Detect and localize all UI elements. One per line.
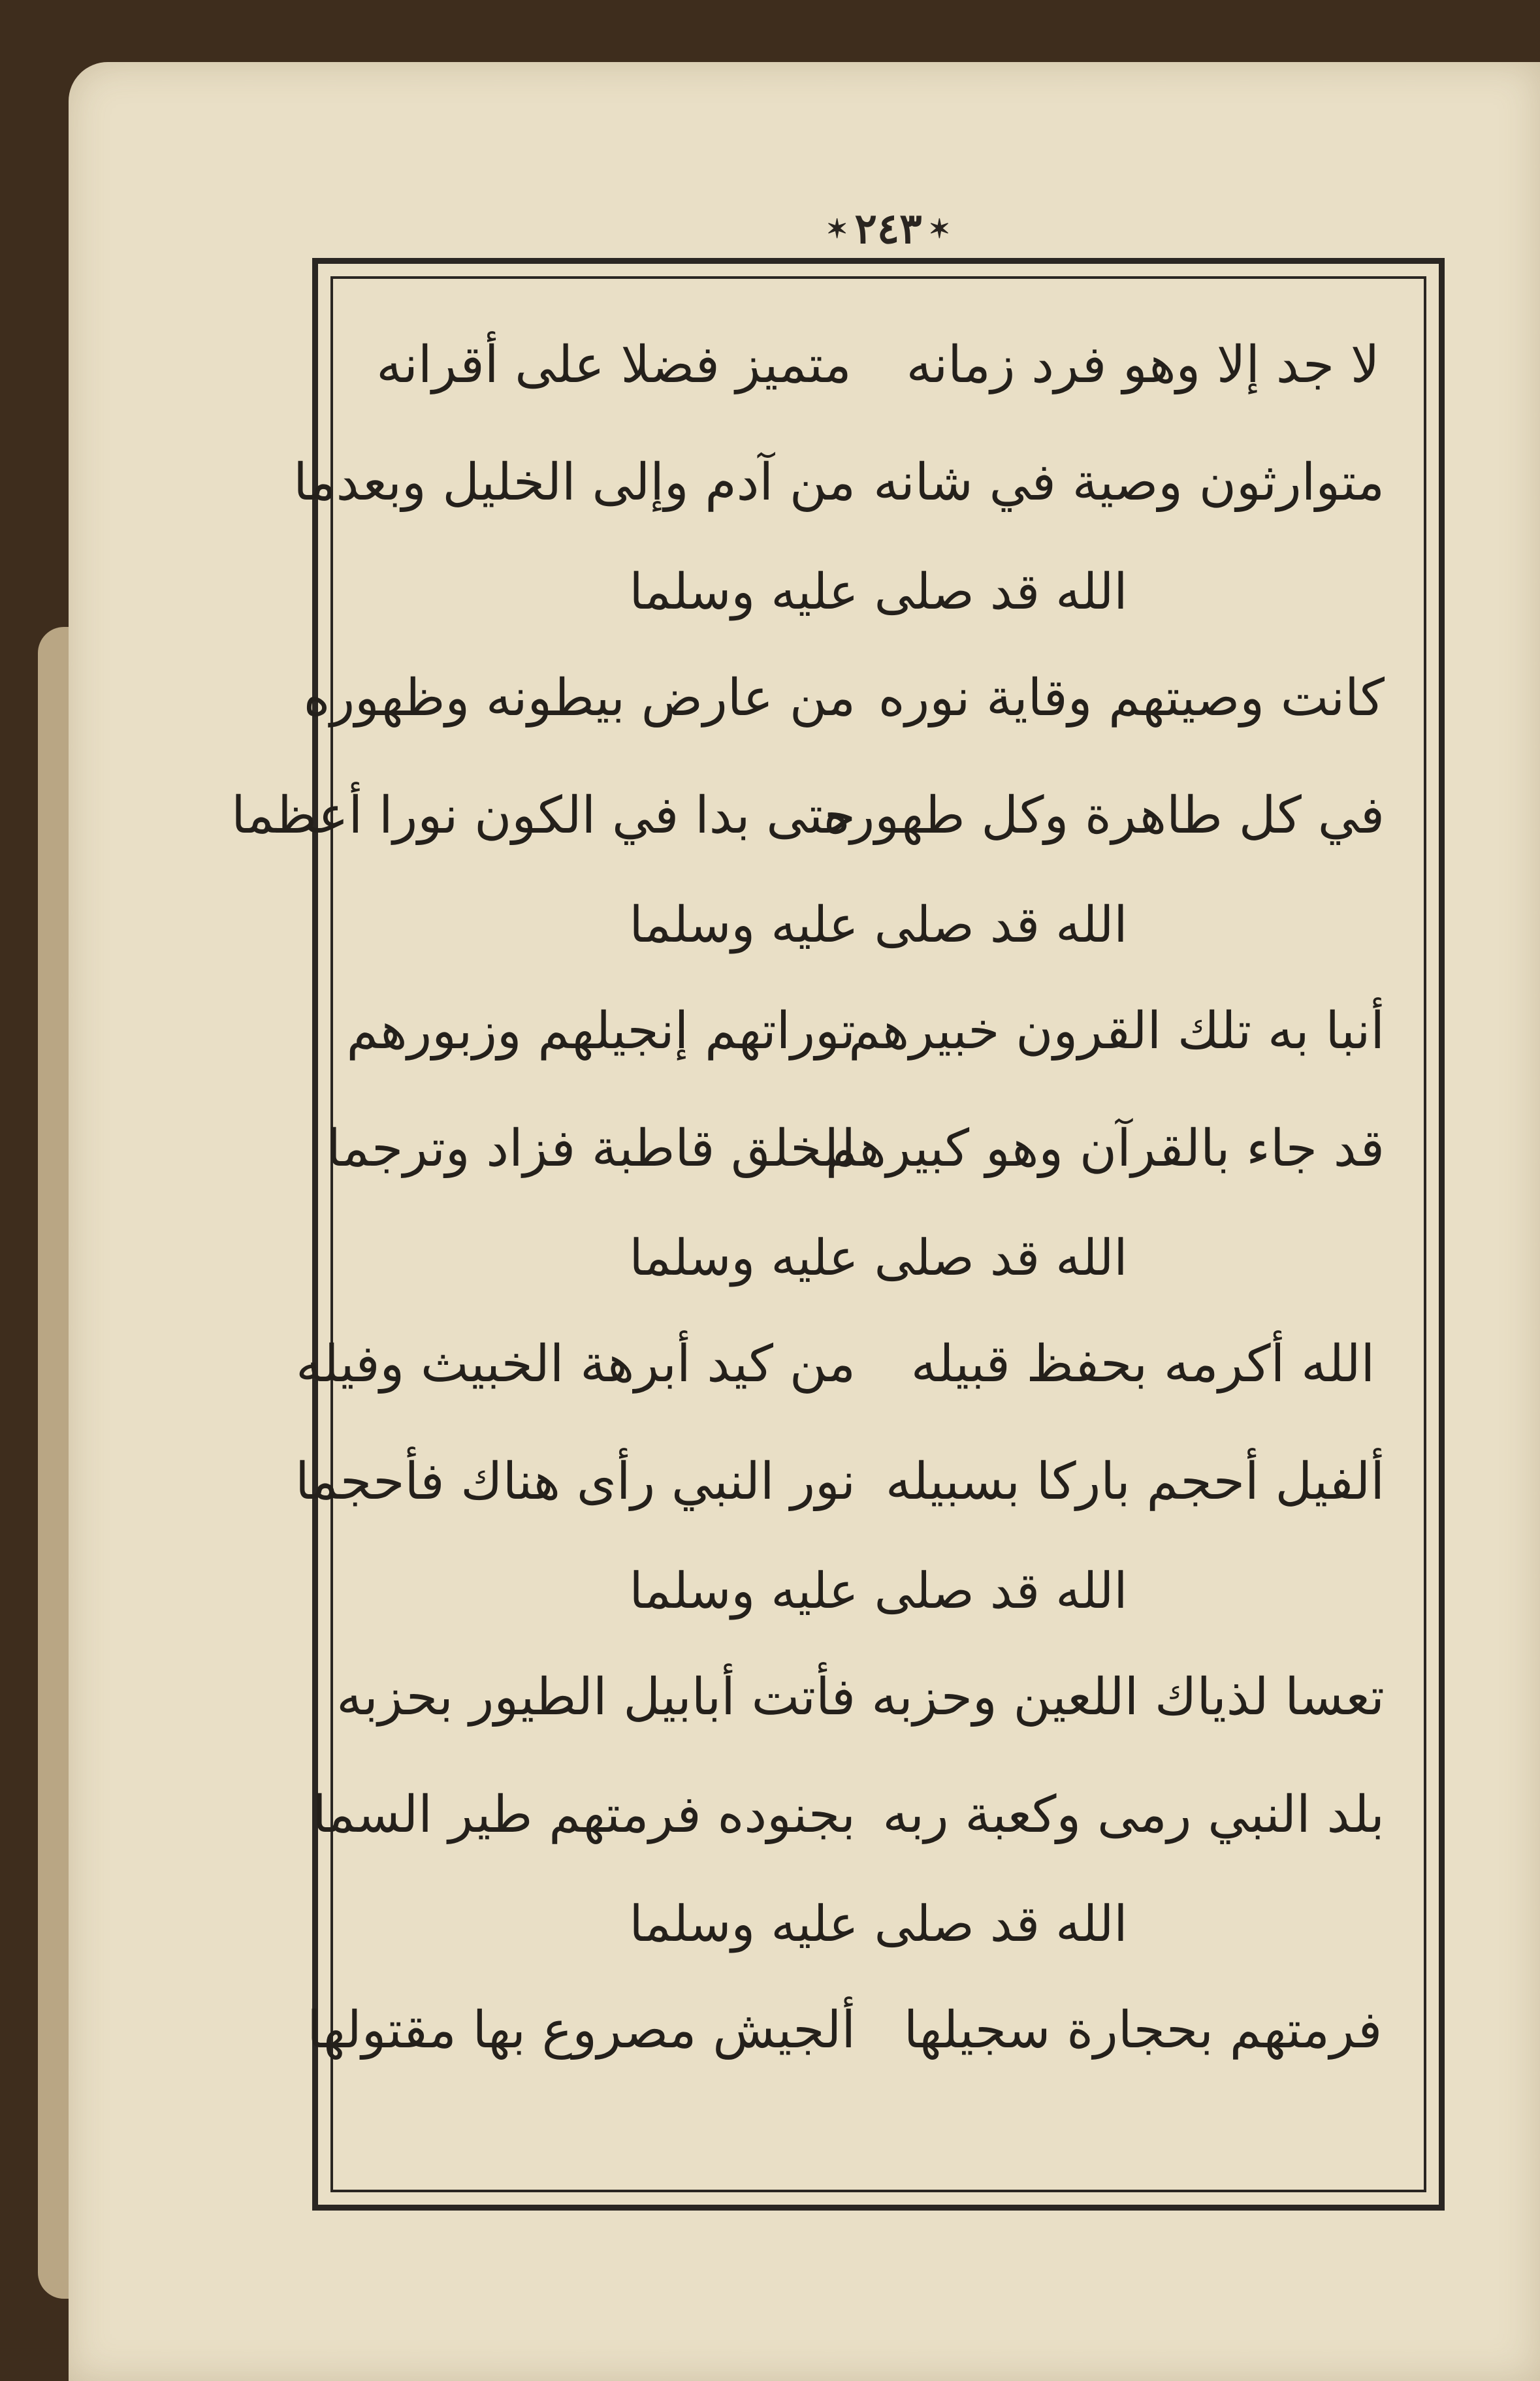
page-number-text: ٢٤٣ bbox=[854, 204, 922, 253]
couplet bbox=[307, 1972, 1404, 2090]
couplet bbox=[303, 640, 1404, 758]
hemistich-second: نور النبي رأى هناك فأحجما bbox=[295, 1452, 856, 1512]
refrain-line: الله قد صلى عليه وسلما bbox=[629, 562, 1128, 620]
couplet bbox=[353, 307, 1404, 424]
ornament-icon: ✶ bbox=[826, 213, 848, 244]
hemistich-first: متوارثون وصية في شانه bbox=[873, 453, 1385, 513]
refrain-line: الله قد صلى عليه وسلما bbox=[629, 1561, 1128, 1620]
hemistich-second: للخلق قاطبة فزاد وترجما bbox=[327, 1119, 856, 1179]
hemistich-first: الله أكرمه بحفظ قبيله bbox=[910, 1335, 1375, 1394]
refrain-line: الله قد صلى عليه وسلما bbox=[629, 895, 1128, 953]
couplet bbox=[336, 1639, 1404, 1757]
hemistich-first: في كل طاهرة وكل طهوره bbox=[823, 786, 1385, 846]
couplet bbox=[327, 1091, 1404, 1208]
hemistich-first: كانت وصيتهم وقاية نوره bbox=[878, 669, 1385, 728]
hemistich-first: فرمتهم بحجارة سجيلها bbox=[903, 2001, 1383, 2060]
ornament-icon: ✶ bbox=[928, 213, 951, 244]
hemistich-second: حتى بدا في الكون نورا أعظما bbox=[231, 786, 856, 846]
hemistich-first: قد جاء بالقرآن وهو كبيرهم bbox=[825, 1119, 1385, 1179]
hemistich-second: من آدم وإلى الخليل وبعدما bbox=[293, 453, 856, 513]
refrain-line: الله قد صلى عليه وسلما bbox=[629, 1894, 1128, 1953]
hemistich-first: بلد النبي رمى وكعبة ربه bbox=[882, 1785, 1385, 1845]
hemistich-first: ألفيل أحجم باركا بسبيله bbox=[885, 1452, 1385, 1512]
couplet bbox=[295, 1424, 1404, 1541]
hemistich-first: لا جد إلا وهو فرد زمانه bbox=[906, 336, 1380, 395]
hemistich-second: بجنوده فرمتهم طير السما bbox=[312, 1785, 856, 1845]
hemistich-second: توراتهم إنجيلهم وزبورهم bbox=[346, 1002, 856, 1061]
poem-body bbox=[231, 307, 1404, 2181]
hemistich-first: أنبا به تلك القرون خبيرهم bbox=[848, 1002, 1385, 1061]
page-number bbox=[810, 189, 967, 268]
hemistich-second: من عارض بيطونه وظهوره bbox=[303, 669, 856, 728]
hemistich-second: من كيد أبرهة الخبيث وفيله bbox=[296, 1335, 856, 1394]
hemistich-second: فأتت أبابيل الطيور بحزبه bbox=[336, 1668, 856, 1727]
hemistich-first: تعسا لذياك اللعين وحزبه bbox=[871, 1668, 1385, 1727]
couplet bbox=[312, 1757, 1404, 1874]
couplet bbox=[293, 424, 1404, 542]
couplet bbox=[346, 973, 1404, 1091]
refrain-line: الله قد صلى عليه وسلما bbox=[629, 1228, 1128, 1286]
hemistich-second: ألجيش مصروع بها مقتولها bbox=[307, 2001, 856, 2060]
couplet bbox=[231, 758, 1404, 875]
hemistich-second: متميز فضلا على أقرانه bbox=[376, 336, 852, 395]
couplet bbox=[296, 1306, 1404, 1424]
